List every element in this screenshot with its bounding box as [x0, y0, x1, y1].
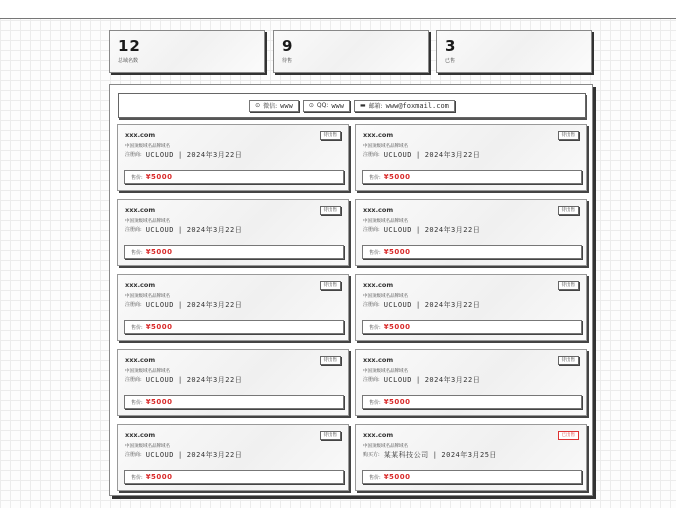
contact-value: www: [331, 101, 344, 110]
price-amount: ¥5000: [383, 173, 411, 181]
top-bar: [0, 0, 676, 19]
price-box: [362, 320, 582, 334]
meta-value: UCLOUD: [383, 376, 412, 384]
meta-date: 2024年3月22日: [424, 226, 481, 234]
domain-panel: [109, 84, 593, 496]
domain-card[interactable]: [117, 274, 349, 341]
price-label: 售价:: [369, 399, 381, 406]
domain-card[interactable]: [117, 124, 349, 191]
price-amount: ¥5000: [383, 248, 411, 256]
domain-name[interactable]: xxx.com: [125, 431, 156, 439]
price-label: 售价:: [131, 324, 143, 331]
domain-meta: [125, 450, 341, 460]
meta-value: UCLOUD: [145, 151, 174, 159]
domain-description: 中国顶级域名品牌域名: [125, 294, 170, 299]
meta-separator: |: [415, 376, 421, 384]
price-box: [362, 170, 582, 184]
stat-label: 待售: [282, 58, 293, 64]
status-badge: 待出售: [558, 281, 580, 290]
domain-meta: [125, 375, 341, 385]
domain-meta: [363, 375, 579, 385]
clock-icon: ⊙: [255, 102, 261, 109]
price-box: [124, 170, 344, 184]
meta-label: 注册商:: [125, 152, 142, 158]
price-box: [362, 395, 582, 409]
domain-card[interactable]: [117, 349, 349, 416]
meta-date: 2024年3月22日: [186, 376, 243, 384]
contact-wechat[interactable]: [249, 100, 299, 112]
stat-sold: [436, 30, 592, 73]
price-amount: ¥5000: [145, 473, 173, 481]
meta-label: 注册商:: [363, 152, 380, 158]
stat-label: 总域名数: [118, 58, 139, 64]
stat-label: 已售: [445, 58, 456, 64]
price-box: [124, 245, 344, 259]
status-badge: 待出售: [320, 356, 342, 365]
domain-card[interactable]: [355, 274, 587, 341]
meta-label: 注册商:: [363, 227, 380, 233]
meta-value: UCLOUD: [383, 226, 412, 234]
meta-separator: |: [415, 151, 421, 159]
domain-card[interactable]: [355, 349, 587, 416]
price-amount: ¥5000: [145, 248, 173, 256]
meta-separator: |: [432, 451, 438, 459]
meta-date: 2024年3月22日: [424, 376, 481, 384]
price-amount: ¥5000: [145, 173, 173, 181]
meta-label: 购买方:: [363, 452, 380, 458]
meta-value: 某某科技公司: [383, 451, 429, 459]
price-amount: ¥5000: [145, 323, 173, 331]
stat-value: 12: [118, 37, 141, 55]
domain-meta: [363, 225, 579, 235]
domain-meta: [363, 450, 579, 460]
price-label: 售价:: [131, 399, 143, 406]
contact-qq[interactable]: [303, 100, 350, 112]
meta-date: 2024年3月22日: [424, 301, 481, 309]
domain-description: 中国顶级域名品牌域名: [125, 444, 170, 449]
price-box: [124, 395, 344, 409]
domain-card[interactable]: [355, 124, 587, 191]
price-label: 售价:: [131, 474, 143, 481]
price-amount: ¥5000: [383, 398, 411, 406]
domain-card[interactable]: [355, 199, 587, 266]
domain-description: 中国顶级域名品牌域名: [125, 369, 170, 374]
contact-label: 邮箱:: [368, 103, 383, 110]
contact-label: QQ:: [316, 102, 329, 109]
meta-label: 注册商:: [363, 302, 380, 308]
status-badge: 已出售: [558, 431, 580, 440]
status-badge: 待出售: [558, 131, 580, 140]
price-amount: ¥5000: [145, 398, 173, 406]
domain-description: 中国顶级域名品牌域名: [363, 144, 408, 149]
status-badge: 待出售: [320, 431, 342, 440]
qq-icon: ⊙: [308, 102, 314, 109]
price-box: [124, 470, 344, 484]
domain-description: 中国顶级域名品牌域名: [125, 144, 170, 149]
domain-name[interactable]: xxx.com: [363, 206, 394, 214]
meta-date: 2024年3月22日: [186, 151, 243, 159]
meta-value: UCLOUD: [383, 151, 412, 159]
domain-meta: [363, 150, 579, 160]
domain-meta: [125, 225, 341, 235]
contact-value: www: [280, 101, 293, 110]
meta-separator: |: [415, 301, 421, 309]
domain-name[interactable]: xxx.com: [363, 356, 394, 364]
domain-name[interactable]: xxx.com: [125, 206, 156, 214]
meta-date: 2024年3月22日: [186, 301, 243, 309]
domain-name[interactable]: xxx.com: [125, 356, 156, 364]
domain-meta: [125, 300, 341, 310]
domain-card[interactable]: [355, 424, 587, 491]
domain-meta: [125, 150, 341, 160]
domain-card[interactable]: [117, 199, 349, 266]
stat-total-domains: [109, 30, 265, 73]
meta-date: 2024年3月22日: [186, 451, 243, 459]
price-label: 售价:: [131, 249, 143, 256]
meta-value: UCLOUD: [145, 451, 174, 459]
stat-value: 9: [282, 37, 294, 55]
price-amount: ¥5000: [383, 473, 411, 481]
meta-value: UCLOUD: [383, 301, 412, 309]
price-label: 售价:: [369, 249, 381, 256]
price-box: [124, 320, 344, 334]
meta-separator: |: [177, 151, 183, 159]
meta-label: 注册商:: [125, 377, 142, 383]
meta-separator: |: [177, 301, 183, 309]
meta-label: 注册商:: [363, 377, 380, 383]
meta-date: 2024年3月22日: [424, 151, 481, 159]
domain-name[interactable]: xxx.com: [363, 431, 394, 439]
domain-name[interactable]: xxx.com: [125, 281, 156, 289]
meta-separator: |: [177, 226, 183, 234]
price-box: [362, 470, 582, 484]
contact-label: 微信:: [263, 103, 278, 110]
price-box: [362, 245, 582, 259]
mail-icon: ▬: [359, 102, 366, 109]
domain-description: 中国顶级域名品牌域名: [363, 219, 408, 224]
stat-value: 3: [445, 37, 457, 55]
contact-bar: [118, 93, 586, 118]
price-label: 售价:: [131, 174, 143, 181]
domain-description: 中国顶级域名品牌域名: [363, 294, 408, 299]
meta-separator: |: [415, 226, 421, 234]
meta-date: 2024年3月25日: [441, 451, 497, 459]
domain-name[interactable]: xxx.com: [363, 131, 394, 139]
status-badge: 待出售: [320, 206, 342, 215]
domain-name[interactable]: xxx.com: [363, 281, 394, 289]
domain-description: 中国顶级域名品牌域名: [363, 369, 408, 374]
contact-email[interactable]: [354, 100, 455, 112]
meta-label: 注册商:: [125, 227, 142, 233]
price-label: 售价:: [369, 174, 381, 181]
meta-value: UCLOUD: [145, 376, 174, 384]
price-label: 售价:: [369, 474, 381, 481]
meta-value: UCLOUD: [145, 226, 174, 234]
domain-description: 中国顶级域名品牌域名: [125, 219, 170, 224]
domain-description: 中国顶级域名品牌域名: [363, 444, 408, 449]
meta-label: 注册商:: [125, 302, 142, 308]
status-badge: 待出售: [320, 131, 342, 140]
price-label: 售价:: [369, 324, 381, 331]
status-badge: 待出售: [320, 281, 342, 290]
status-badge: 待出售: [558, 356, 580, 365]
contact-value: www@foxmail.com: [385, 101, 449, 110]
domain-name[interactable]: xxx.com: [125, 131, 156, 139]
domain-card[interactable]: [117, 424, 349, 491]
price-amount: ¥5000: [383, 323, 411, 331]
meta-date: 2024年3月22日: [186, 226, 243, 234]
domain-meta: [363, 300, 579, 310]
status-badge: 待出售: [558, 206, 580, 215]
meta-separator: |: [177, 451, 183, 459]
stat-for-sale: [273, 30, 429, 73]
stats-row: [109, 30, 593, 74]
meta-value: UCLOUD: [145, 301, 174, 309]
meta-separator: |: [177, 376, 183, 384]
meta-label: 注册商:: [125, 452, 142, 458]
